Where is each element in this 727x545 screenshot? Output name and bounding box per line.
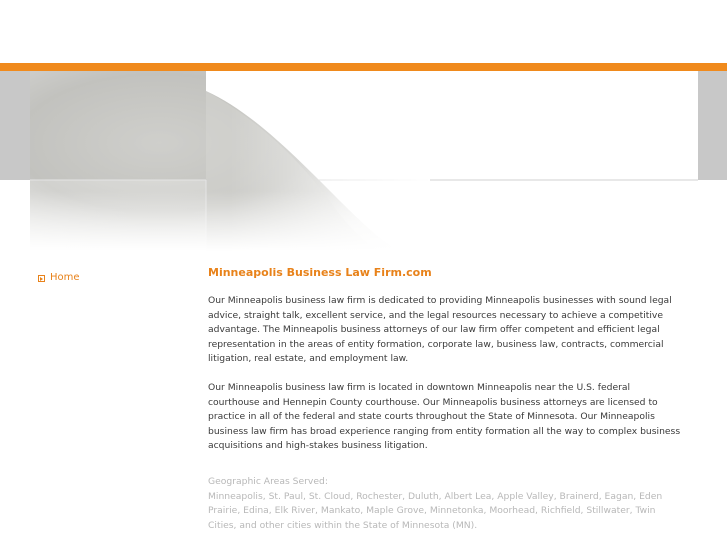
banner-stone-graphic [0,71,727,251]
sidebar-item-home[interactable] [38,272,198,283]
arrow-box-icon [38,275,45,282]
geographic-areas-label: Geographic Areas Served: [208,475,328,487]
orange-accent-bar [0,63,727,71]
page-title: Minneapolis Business Law Firm.com [208,266,432,279]
main-content [208,266,683,533]
intro-paragraph: Our Minneapolis business law firm is dedicated to providing Minneapolis businesses with sound legal advice, straight talk, excellent service, and the legal resources necessary to achieve a competitive advantage. The Minneapolis business attorneys of our law firm offer competent and efficient legal representation in the areas of entity formation, corporate law, business law, contracts, commercial litigation, real estate, and employment law. [208,295,672,365]
sidebar-nav [38,272,198,283]
banner-image [0,71,727,251]
location-paragraph: Our Minneapolis business law firm is located in downtown Minneapolis near the U.S. federal courthouse and Hennepin County courthouse. Our Minneapolis business attorneys are licensed to practice in all of the federal and state courts throughout the State of Minnesota. Our Minneapolis business law firm has broad experience ranging from entity formation all the way to complex business acquisitions and high-stakes business litigation. [208,381,681,452]
sidebar-item-label: Home [50,272,80,283]
header-blank-area [0,0,727,63]
geographic-areas [208,475,683,533]
geographic-areas-list: Minneapolis, St. Paul, St. Cloud, Rochester, Duluth, Albert Lea, Apple Valley, Brainerd, Eagan, Eden Prairie, Edina, Elk River, Mankato, Maple Grove, Minnetonka, Moorhead, Richfield, Stillwater, Twin Cities, and other cities within the State of Minnesota (MN). [208,490,663,531]
